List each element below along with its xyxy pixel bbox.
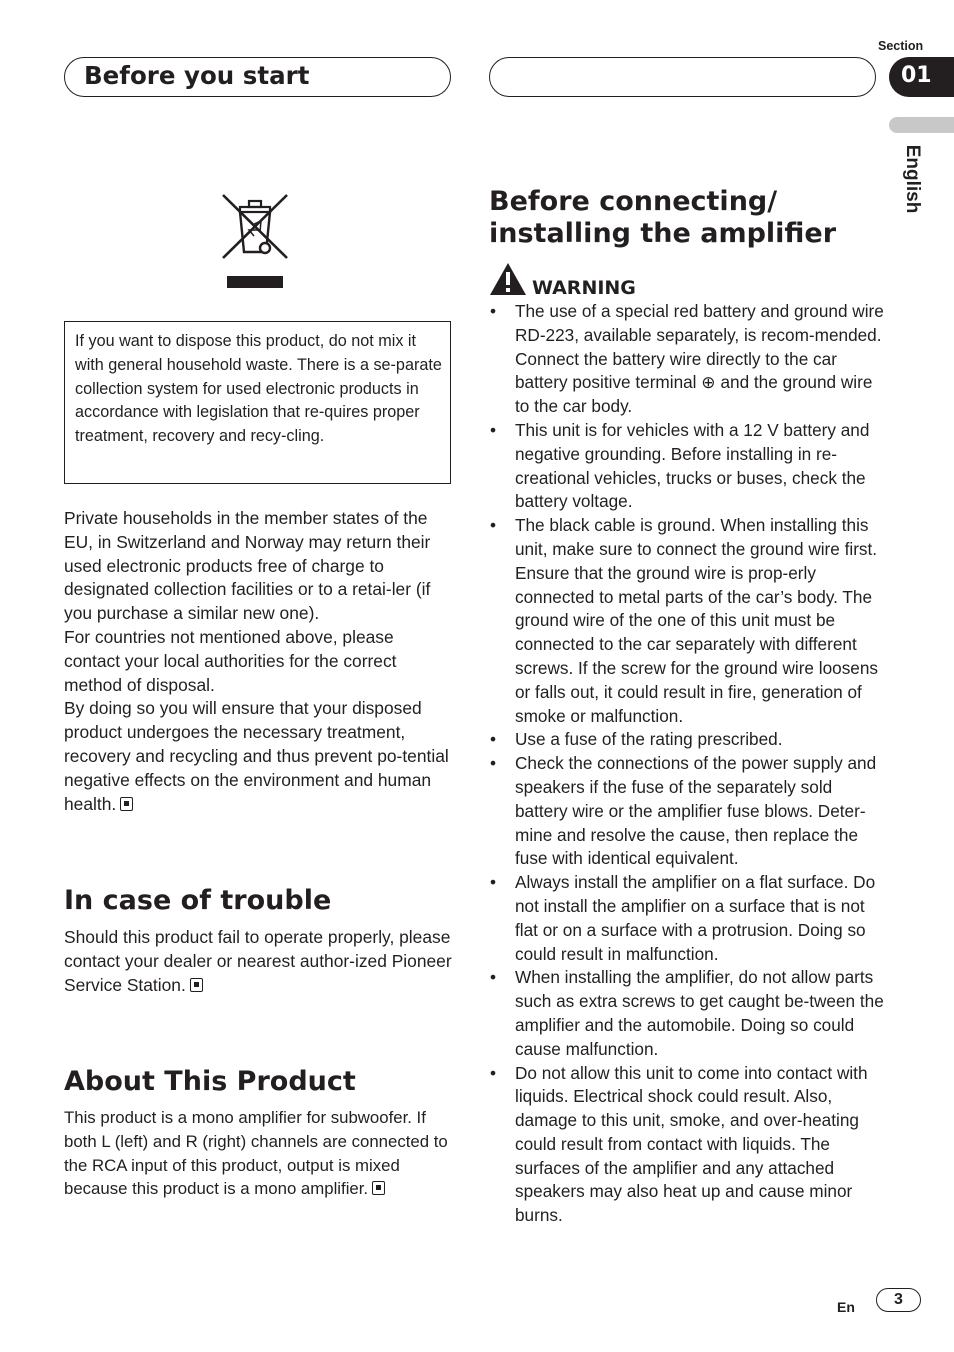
chapter-title: Before you start xyxy=(84,61,310,90)
amplifier-heading-line-1: Before connecting/ xyxy=(489,186,778,217)
disposal-notice-text: If you want to dispose this product, do not mix it with general household waste. There is a se-parate collection system for used electronic products in accordance with legislation that re-quires proper treatment, recovery and recy-cling. xyxy=(75,332,442,446)
disposal-notice-box xyxy=(64,321,451,484)
amplifier-heading-line-2: installing the amplifier xyxy=(489,218,837,249)
page-number-badge xyxy=(876,1288,921,1312)
warning-list xyxy=(489,300,884,1228)
warning-item: • The black cable is ground. When installing this unit, make sure to connect the ground wire first. Ensure that the ground wire is prop-erly connected to metal parts of the car’s body. The ground wire of the one of this unit must be connected to the car separately with different screws. If the screw for the ground wire loosens or falls out, it could result in fire, generation of smoke or malfunction. xyxy=(490,515,879,726)
disposal-paragraph-1: Private households in the member states of the EU, in Switzerland and Norway may return their used electronic products free of charge to designated collection facilities or to a retai-ler (if you purchase a similar new one). xyxy=(64,508,431,624)
section-label: Section xyxy=(878,39,924,53)
warning-item: • This unit is for vehicles with a 12 V battery and negative grounding. Before installing in re-creational vehicles, trucks or buses, check the battery voltage. xyxy=(490,419,870,512)
warning-item: • The use of a special red battery and ground wire RD-223, available separately, is recom-mended. Connect the battery wire directly to the car battery positive terminal ⊕ and the ground wire to the car body. xyxy=(490,301,884,417)
end-of-section-icon xyxy=(372,1181,385,1195)
about-heading: About This Product xyxy=(64,1066,356,1097)
section-number: 01 xyxy=(901,63,932,88)
weee-disposal-symbol xyxy=(218,190,292,297)
section-number-badge xyxy=(889,57,954,97)
warning-item: • Check the connections of the power supply and speakers if the fuse of the separately sold battery wire or the amplifier fuse blows. Deter-mine and resolve the cause, then replace the fuse with identical equivalent. xyxy=(490,753,877,869)
warning-item: • Do not allow this unit to come into contact with liquids. Electrical shock could result. Also, damage to this unit, smoke, and over-heating could result from contact with liquids. The surfaces of the amplifier and any attached speakers may also heat up and cause minor burns. xyxy=(490,1062,868,1226)
footer-language-code: En xyxy=(837,1299,855,1315)
amplifier-heading xyxy=(489,186,836,250)
end-of-section-icon xyxy=(190,978,203,992)
warning-item: • Use a fuse of the rating prescribed. xyxy=(490,729,783,750)
blank-header-frame xyxy=(489,57,876,97)
trouble-body: Should this product fail to operate properly, please contact your dealer or nearest author-ized Pioneer Service Station. xyxy=(64,927,452,995)
language-tab xyxy=(889,117,954,133)
warning-item: • Always install the amplifier on a flat surface. Do not install the amplifier on a surface that is not flat or on a surface with a protrusion. Doing so could result in malfunction. xyxy=(490,872,876,964)
crossed-out-wheelie-bin-icon xyxy=(218,190,292,292)
page-number: 3 xyxy=(894,1291,903,1308)
warning-label: WARNING xyxy=(532,277,636,299)
warning-item: • When installing the amplifier, do not allow parts such as extra screws to get caught be-tween the amplifier and the automobile. Doing so could cause malfunction. xyxy=(490,967,884,1059)
language-label: English xyxy=(902,144,923,214)
disposal-paragraph-2: For countries not mentioned above, please contact your local authorities for the correct method of disposal. xyxy=(64,626,397,695)
disposal-text xyxy=(64,507,454,816)
end-of-section-icon xyxy=(120,797,133,811)
about-body: This product is a mono amplifier for subwoofer. If both L (left) and R (right) channels are connected to the RCA input of this product, output is mixed because this product is a mono amplifier. xyxy=(64,1108,448,1199)
disposal-paragraph-3: By doing so you will ensure that your disposed product undergoes the necessary treatment, recovery and recycling and thus prevent po-tential negative effects on the environment and human health. xyxy=(64,698,449,814)
trouble-heading: In case of trouble xyxy=(64,885,332,916)
warning-triangle-icon xyxy=(489,262,527,296)
